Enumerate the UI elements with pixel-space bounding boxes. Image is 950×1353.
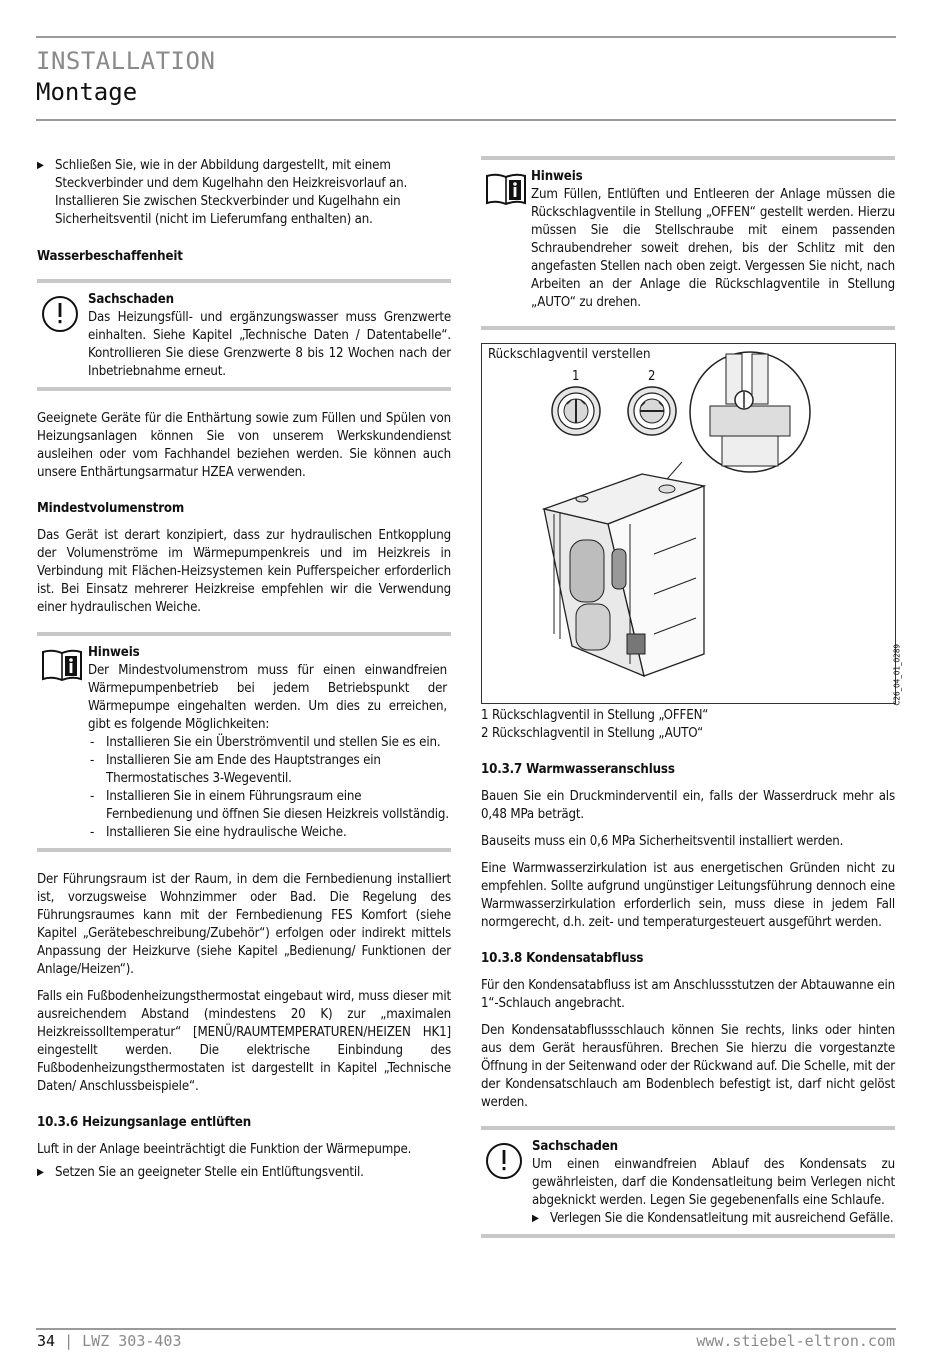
heading-10-3-7: 10.3.7 Warmwasseranschluss <box>481 762 675 777</box>
warning-text: Das Heizungsfüll- und ergänzungswasser muss Grenzwerte einhalten. Siehe Kapitel „Technische Daten / Datentabelle“. Kontrollieren Sie diese Grenzwerte 8 bis 12 Wochen nach der Inbetriebnahme erneut. <box>88 310 451 379</box>
paragraph-zirkulation: Eine Warmwasserzirkulation ist aus energetischen Gründen nicht zu empfehlen. Sollte aufgrund ungünstiger Leitungsführung dennoch eine Warmwasserzirkulation erforderlich sein, muss diese in jedem Fall normgerecht, d.h. zeit- und temperaturgesteuert ausgeführt werden. <box>481 861 895 930</box>
note-text: Zum Füllen, Entlüften und Entleeren der Anlage müssen die Rückschlagventile in Stellung „OFFEN“ gestellt werden. Hierzu müssen Sie die Stellschraube mit einem passenden Schraubendreher soweit drehen, bis der Schlitz mit den angefasten Stellen nach oben zeigt. Vergessen Sie nicht, nach Arbeiten an der Anlage die Rückschlagventile in Stellung „AUTO“ zu drehen. <box>531 187 895 310</box>
warning-title: Sachschaden <box>532 1139 618 1154</box>
paragraph-fussbodenheizung: Falls ein Fußbodenheizungsthermostat eingebaut wird, muss dieser mit ausreichendem Abstand (mindestens 20 K) zur „maximalen Heizkreissolltemperatur“ [MENÜ/RAUMTEMPERATUREN/HEIZEN HK1] eingestellt werden. Die elektrische Einbindung des Fußbodenheizungsthermostaten ist dargestellt in Kapitel „Technische Daten/ Anschlussbeispiele“. <box>37 989 451 1094</box>
paragraph-kondensat-2: Den Kondensatabflussschlauch können Sie rechts, links oder hinten aus dem Gerät herausführen. Brechen Sie hierzu die vorgestanzte Öffnung in der Seitenwand oder der Rückwand auf. Die Schelle, mit der der Kondensatschlauch am Bodenblech befestigt ist, darf nicht gelöst werden. <box>481 1023 895 1110</box>
footer-rule <box>36 1328 896 1330</box>
legend-item-1: 1 Rückschlagventil in Stellung „OFFEN“ <box>481 708 709 723</box>
note-box-rueckschlagventile <box>481 156 895 330</box>
warning-bullet: ▶ Verlegen Sie die Kondensatleitung mit ausreichend Gefälle. <box>532 1210 895 1228</box>
note-list-item: - Installieren Sie in einem Führungsraum eine Fernbedienung und öffnen Sie diesen Heizkreis vollständig. <box>88 788 451 824</box>
header-rule-bottom <box>36 119 896 121</box>
figure-label-1: 1 <box>572 369 580 384</box>
note-box-mindestvolumenstrom <box>37 632 451 852</box>
paragraph-fuehrungsraum: Der Führungsraum ist der Raum, in dem die Fernbedienung installiert ist, vorzugsweise Wohnzimmer oder Bad. Die Regelung des Führungsraumes kann mit der Fernbedienung FES Komfort (siehe Kapitel „Gerätebeschreibung/Zubehör“) erfolgen oder indirekt mittels Anpassung der Heizkurve (siehe Kapitel „Bedienung/ Funktionen der Anlage/Heizen“). <box>37 872 451 977</box>
warning-icon <box>485 1142 523 1180</box>
left-column <box>37 157 451 1182</box>
paragraph-bauseits: Bauseits muss ein 0,6 MPa Sicherheitsventil installiert werden. <box>481 834 844 849</box>
valve-open-icon <box>552 387 600 435</box>
footer-url: www.stiebel-eltron.com <box>696 1332 895 1350</box>
bullet-heizkreisvorlauf: ▶ Schließen Sie, wie in der Abbildung dargestellt, mit einem Steckverbinder und dem Kugelhahn den Heizkreisvorlauf an. Installieren Sie zwischen Steckverbinder und Kugelhahn ein Sicherheitsventil (nicht im Lieferumfang enthalten) an. <box>37 157 451 229</box>
heat-pump-unit <box>544 474 704 676</box>
box-rule-bottom <box>37 848 451 852</box>
paragraph-druckminderventil: Bauen Sie ein Druckminderventil ein, falls der Wasserdruck mehr als 0,48 MPa beträgt. <box>481 789 895 822</box>
paragraph-kondensat-1: Für den Kondensatabfluss ist am Anschlussstutzen der Abtauwanne ein 1“-Schlauch angebracht. <box>481 978 895 1011</box>
page-number: 34 <box>37 1332 56 1350</box>
heading-10-3-8: 10.3.8 Kondensatabfluss <box>481 951 644 966</box>
paragraph-luft: Luft in der Anlage beeinträchtigt die Funktion der Wärmepumpe. <box>37 1142 412 1157</box>
box-rule-bottom <box>481 326 895 330</box>
bullet-entlueftungsventil: ▶ Setzen Sie an geeigneter Stelle ein Entlüftungsventil. <box>37 1164 451 1182</box>
warning-box-sachschaden-2 <box>481 1126 895 1238</box>
heading-10-3-6: 10.3.6 Heizungsanlage entlüften <box>37 1115 252 1130</box>
note-list-item: - Installieren Sie ein Überströmventil und stellen Sie es ein. <box>88 734 451 752</box>
note-list-item: - Installieren Sie eine hydraulische Weiche. <box>88 824 451 842</box>
box-rule-bottom <box>481 1234 895 1238</box>
figure-title: Rückschlagventil verstellen <box>488 347 651 362</box>
heading-mindestvolumenstrom: Mindestvolumenstrom <box>37 501 185 516</box>
warning-title: Sachschaden <box>88 292 174 307</box>
section-title: INSTALLATION <box>36 47 216 75</box>
heading-wasserbeschaffenheit: Wasserbeschaffenheit <box>37 249 183 264</box>
figure-label-2: 2 <box>648 369 656 384</box>
warning-icon <box>41 295 79 333</box>
legend-item-2: 2 Rückschlagventil in Stellung „AUTO“ <box>481 726 704 741</box>
note-title: Hinweis <box>88 645 140 660</box>
info-book-icon <box>485 172 527 206</box>
valve-auto-icon <box>628 387 676 435</box>
heat-pump-illustration <box>482 344 895 703</box>
right-column-lower <box>481 707 895 1238</box>
figure-code: C26_04_01_0289 <box>893 644 902 706</box>
header-rule-top <box>36 36 896 38</box>
warning-text: Um einen einwandfreien Ablauf des Kondensats zu gewährleisten, darf die Kondensatleitung beim Verlegen nicht abgeknickt werden. Legen Sie gegebenenfalls eine Schlaufe. <box>532 1157 895 1208</box>
note-text: Der Mindestvolumenstrom muss für einen einwandfreien Wärmepumpenbetrieb bei jedem Betriebspunkt der Wärmepumpe eingehalten werden. Um dies zu erreichen, gibt es folgende Möglichkeiten: <box>88 663 447 732</box>
box-rule-bottom <box>37 387 451 391</box>
page-title: Montage <box>36 78 138 106</box>
note-list-item: - Installieren Sie am Ende des Hauptstranges ein Thermostatisches 3-Wegeventil. <box>88 752 451 788</box>
footer-model: LWZ 303-403 <box>82 1332 182 1350</box>
warning-box-sachschaden-1 <box>37 279 451 391</box>
footer-page-info <box>37 1332 182 1350</box>
note-title: Hinweis <box>531 169 583 184</box>
figure-rueckschlagventil <box>481 343 902 706</box>
paragraph-geraete: Geeignete Geräte für die Enthärtung sowie zum Füllen und Spülen von Heizungsanlagen können Sie von unserem Werkskundendienst ausleihen oder vom Fachhandel beziehen werden. Sie können auch unsere Enthärtungsarmatur HZEA verwenden. <box>37 411 451 480</box>
info-book-icon <box>41 648 83 682</box>
footer-separator: | <box>55 1332 83 1350</box>
paragraph-mindestvolumenstrom: Das Gerät ist derart konzipiert, dass zur hydraulischen Entkopplung der Volumenströme im Wärmepumpenkreis und im Heizkreis in Verbindung mit Flächen-Heizsystemen kein Pufferspeicher erforderlich ist. Bei Einsatz mehrerer Heizkreise empfehlen wir die Verwendung einer hydraulischen Weiche. <box>37 528 451 615</box>
